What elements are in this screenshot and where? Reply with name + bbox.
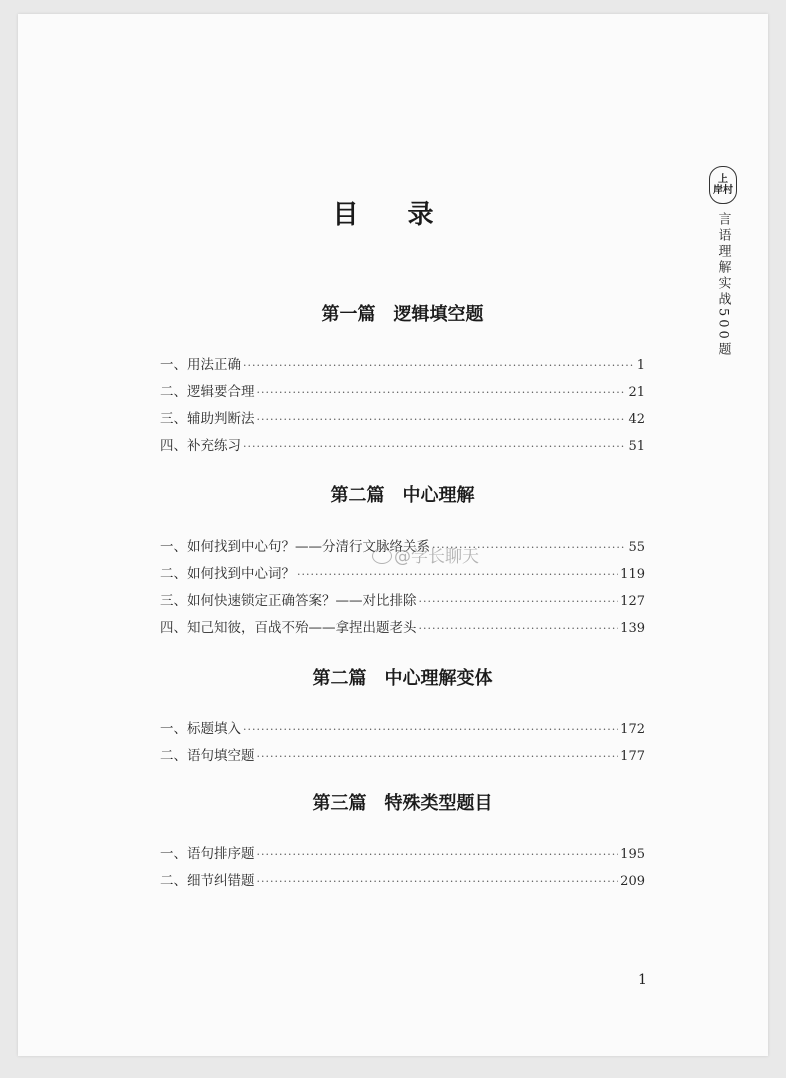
leader-dots (257, 379, 627, 406)
toc-title: 目 录 (332, 200, 454, 230)
entry-page-number: 139 (620, 621, 645, 636)
section-heading: 第三篇 特殊类型题目 (312, 793, 493, 814)
leader-dots (257, 406, 627, 433)
entry-page-number: 119 (620, 567, 645, 582)
leader-dots (243, 433, 626, 460)
entry-label: 二、细节纠错题 (160, 873, 255, 889)
entry-page-number: 21 (628, 385, 645, 400)
entry-label: 四、知己知彼，百战不殆——拿捏出题老头 (160, 620, 417, 636)
entry-label: 三、辅助判断法 (160, 411, 255, 427)
entry-label: 三、如何快速锁定正确答案？——对比排除 (160, 593, 417, 609)
entry-label: 一、如何找到中心句？——分清行文脉络关系 (160, 539, 430, 555)
publisher-logo (709, 166, 737, 204)
leader-dots (243, 716, 618, 743)
section-heading: 第一篇 逻辑填空题 (321, 304, 484, 325)
entry-page-number: 172 (620, 722, 645, 737)
entry-page-number: 51 (628, 439, 645, 454)
toc-entry[interactable] (160, 868, 645, 895)
logo-text-line1: 上 (718, 174, 728, 185)
leader-dots (257, 841, 619, 868)
entry-label: 二、逻辑要合理 (160, 384, 255, 400)
entry-label: 一、语句排序题 (160, 846, 255, 862)
entry-label: 二、语句填空题 (160, 748, 255, 764)
entry-page-number: 127 (620, 594, 645, 609)
section-heading: 第二篇 中心理解变体 (312, 668, 493, 689)
entry-page-number: 55 (628, 540, 645, 555)
section-entries (160, 352, 645, 460)
leader-dots (257, 743, 619, 770)
toc-entry[interactable] (160, 433, 645, 460)
logo-text-line2: 岸村 (713, 185, 733, 196)
entry-page-number: 195 (620, 847, 645, 862)
book-page (18, 14, 768, 1056)
leader-dots (419, 588, 619, 615)
leader-dots (257, 868, 619, 895)
page-number: 1 (638, 972, 647, 988)
toc-entry[interactable] (160, 716, 645, 743)
weibo-icon (372, 548, 392, 564)
entry-page-number: 177 (620, 749, 645, 764)
leader-dots (243, 352, 635, 379)
toc-section (160, 664, 645, 770)
section-heading: 第二篇 中心理解 (330, 485, 475, 506)
entry-page-number: 209 (620, 874, 645, 889)
entry-label: 四、补充练习 (160, 438, 241, 454)
toc-entry[interactable] (160, 588, 645, 615)
toc-entry[interactable] (160, 406, 645, 433)
toc-section (160, 789, 645, 895)
toc-section (160, 300, 645, 460)
entry-label: 一、标题填入 (160, 721, 241, 737)
book-sidebar (706, 166, 740, 358)
toc-entry[interactable] (160, 615, 645, 642)
weibo-watermark (372, 542, 479, 567)
toc-entry[interactable] (160, 379, 645, 406)
watermark-text: @学长聊天 (394, 547, 479, 567)
leader-dots (419, 615, 619, 642)
book-title-vertical: 言语理解实战500题 (715, 212, 731, 358)
section-entries (160, 841, 645, 895)
entry-label: 一、用法正确 (160, 357, 241, 373)
toc-entry[interactable] (160, 841, 645, 868)
section-entries (160, 716, 645, 770)
entry-page-number: 1 (636, 358, 645, 373)
toc-entry[interactable] (160, 352, 645, 379)
entry-label: 二、如何找到中心词？ (160, 566, 295, 582)
entry-page-number: 42 (628, 412, 645, 427)
toc-entry[interactable] (160, 743, 645, 770)
